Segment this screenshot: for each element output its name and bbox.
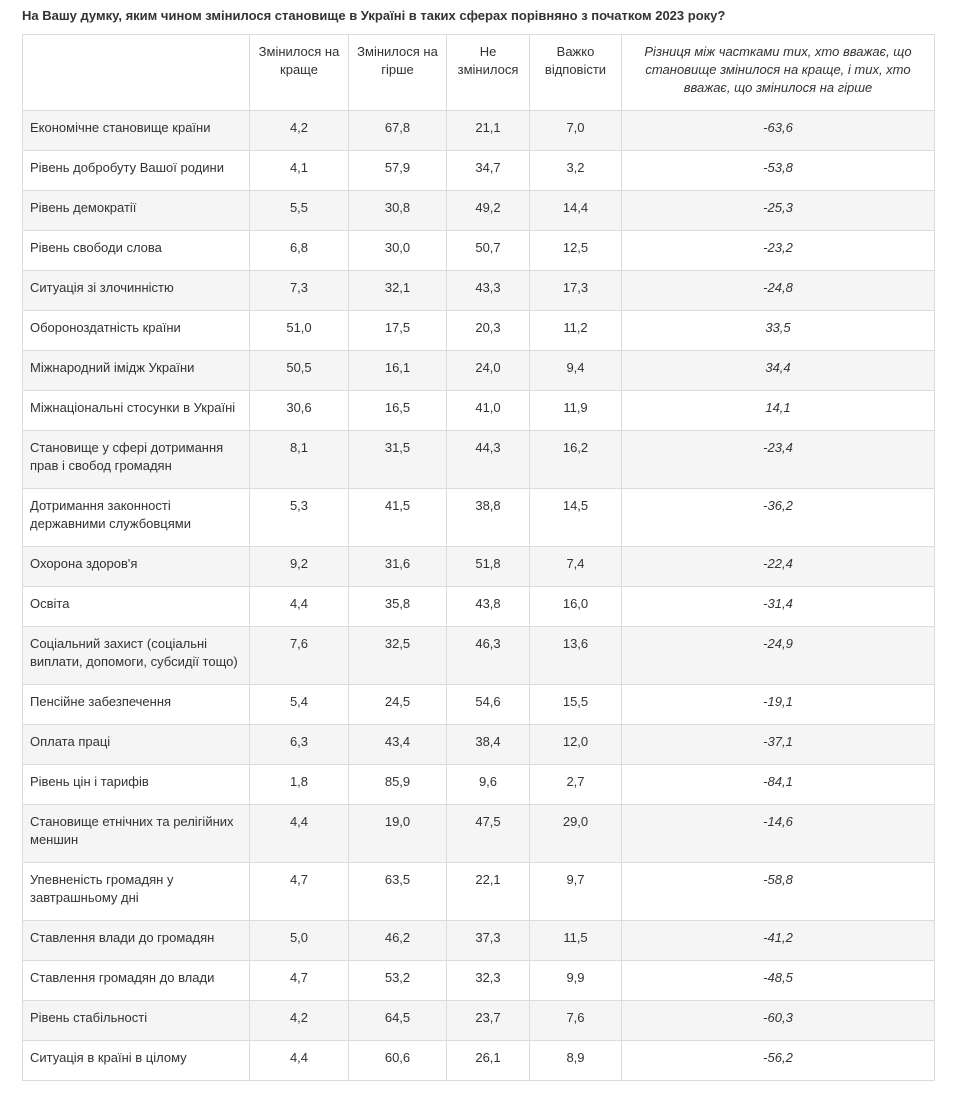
cell-hard-to-say: 13,6 (530, 627, 622, 685)
cell-better: 4,1 (250, 151, 349, 191)
cell-difference: 14,1 (622, 391, 935, 431)
cell-worse: 19,0 (349, 805, 447, 863)
row-label: Ситуація зі злочинністю (23, 271, 250, 311)
table-row (23, 685, 935, 725)
row-label: Соціальний захист (соціальні виплати, допомоги, субсидії тощо) (23, 627, 250, 685)
cell-unchanged: 37,3 (447, 921, 530, 961)
row-label: Міжнародний імідж України (23, 351, 250, 391)
header-hard-to-say: Важко відповісти (530, 35, 622, 111)
row-label: Становище у сфері дотримання прав і свобод громадян (23, 431, 250, 489)
table-row (23, 151, 935, 191)
row-label: Рівень демократії (23, 191, 250, 231)
cell-better: 51,0 (250, 311, 349, 351)
cell-difference: -14,6 (622, 805, 935, 863)
cell-hard-to-say: 12,0 (530, 725, 622, 765)
cell-difference: -58,8 (622, 863, 935, 921)
cell-better: 9,2 (250, 547, 349, 587)
cell-hard-to-say: 16,0 (530, 587, 622, 627)
cell-difference: 33,5 (622, 311, 935, 351)
cell-better: 7,6 (250, 627, 349, 685)
cell-better: 4,2 (250, 111, 349, 151)
cell-worse: 64,5 (349, 1001, 447, 1041)
row-label: Рівень добробуту Вашої родини (23, 151, 250, 191)
cell-hard-to-say: 7,0 (530, 111, 622, 151)
cell-hard-to-say: 3,2 (530, 151, 622, 191)
cell-difference: -24,9 (622, 627, 935, 685)
cell-better: 6,3 (250, 725, 349, 765)
table-row (23, 311, 935, 351)
header-better: Змінилося на краще (250, 35, 349, 111)
cell-better: 4,7 (250, 961, 349, 1001)
cell-unchanged: 20,3 (447, 311, 530, 351)
header-difference: Різниця між частками тих, хто вважає, що становище змінилося на краще, і тих, хто вважає, що змінилося на гірше (622, 35, 935, 111)
table-row (23, 725, 935, 765)
cell-unchanged: 43,3 (447, 271, 530, 311)
row-label: Обороноздатність країни (23, 311, 250, 351)
cell-difference: 34,4 (622, 351, 935, 391)
row-label: Пенсійне забезпечення (23, 685, 250, 725)
cell-unchanged: 26,1 (447, 1041, 530, 1081)
cell-difference: -84,1 (622, 765, 935, 805)
cell-hard-to-say: 7,4 (530, 547, 622, 587)
cell-unchanged: 9,6 (447, 765, 530, 805)
cell-worse: 30,0 (349, 231, 447, 271)
cell-worse: 31,5 (349, 431, 447, 489)
cell-hard-to-say: 14,5 (530, 489, 622, 547)
row-label: Освіта (23, 587, 250, 627)
table-row (23, 1041, 935, 1081)
cell-worse: 53,2 (349, 961, 447, 1001)
table-row (23, 1001, 935, 1041)
row-label: Становище етнічних та релігійних меншин (23, 805, 250, 863)
cell-hard-to-say: 9,7 (530, 863, 622, 921)
cell-hard-to-say: 11,5 (530, 921, 622, 961)
cell-worse: 16,1 (349, 351, 447, 391)
cell-worse: 46,2 (349, 921, 447, 961)
cell-worse: 60,6 (349, 1041, 447, 1081)
cell-unchanged: 21,1 (447, 111, 530, 151)
row-label: Рівень цін і тарифів (23, 765, 250, 805)
cell-better: 5,4 (250, 685, 349, 725)
table-row (23, 351, 935, 391)
cell-unchanged: 44,3 (447, 431, 530, 489)
cell-difference: -31,4 (622, 587, 935, 627)
header-worse: Змінилося на гірше (349, 35, 447, 111)
cell-worse: 32,5 (349, 627, 447, 685)
cell-worse: 30,8 (349, 191, 447, 231)
table-row (23, 587, 935, 627)
cell-hard-to-say: 29,0 (530, 805, 622, 863)
cell-hard-to-say: 12,5 (530, 231, 622, 271)
cell-worse: 17,5 (349, 311, 447, 351)
cell-unchanged: 54,6 (447, 685, 530, 725)
row-label: Дотримання законності державними службовцями (23, 489, 250, 547)
header-category (23, 35, 250, 111)
cell-hard-to-say: 17,3 (530, 271, 622, 311)
table-row (23, 921, 935, 961)
cell-hard-to-say: 14,4 (530, 191, 622, 231)
cell-unchanged: 38,8 (447, 489, 530, 547)
cell-unchanged: 34,7 (447, 151, 530, 191)
cell-difference: -41,2 (622, 921, 935, 961)
table-row (23, 431, 935, 489)
cell-unchanged: 41,0 (447, 391, 530, 431)
cell-better: 4,4 (250, 587, 349, 627)
cell-unchanged: 38,4 (447, 725, 530, 765)
cell-better: 30,6 (250, 391, 349, 431)
table-row (23, 111, 935, 151)
cell-difference: -22,4 (622, 547, 935, 587)
cell-difference: -48,5 (622, 961, 935, 1001)
cell-unchanged: 22,1 (447, 863, 530, 921)
row-label: Економічне становище країни (23, 111, 250, 151)
row-label: Охорона здоров'я (23, 547, 250, 587)
survey-results-table (22, 34, 935, 1081)
cell-better: 1,8 (250, 765, 349, 805)
table-row (23, 547, 935, 587)
header-unchanged: Не змінилося (447, 35, 530, 111)
table-row (23, 231, 935, 271)
table-row (23, 961, 935, 1001)
cell-hard-to-say: 9,4 (530, 351, 622, 391)
cell-better: 4,4 (250, 1041, 349, 1081)
cell-difference: -60,3 (622, 1001, 935, 1041)
row-label: Упевненість громадян у завтрашньому дні (23, 863, 250, 921)
row-label: Міжнаціональні стосунки в Україні (23, 391, 250, 431)
cell-difference: -63,6 (622, 111, 935, 151)
cell-difference: -37,1 (622, 725, 935, 765)
row-label: Рівень свободи слова (23, 231, 250, 271)
cell-difference: -53,8 (622, 151, 935, 191)
cell-difference: -19,1 (622, 685, 935, 725)
cell-difference: -24,8 (622, 271, 935, 311)
cell-better: 5,3 (250, 489, 349, 547)
row-label: Ставлення громадян до влади (23, 961, 250, 1001)
cell-hard-to-say: 2,7 (530, 765, 622, 805)
cell-unchanged: 47,5 (447, 805, 530, 863)
cell-hard-to-say: 11,2 (530, 311, 622, 351)
cell-better: 4,2 (250, 1001, 349, 1041)
cell-unchanged: 46,3 (447, 627, 530, 685)
cell-better: 5,5 (250, 191, 349, 231)
cell-difference: -23,4 (622, 431, 935, 489)
table-row (23, 863, 935, 921)
cell-difference: -36,2 (622, 489, 935, 547)
row-label: Ситуація в країні в цілому (23, 1041, 250, 1081)
row-label: Оплата праці (23, 725, 250, 765)
cell-hard-to-say: 16,2 (530, 431, 622, 489)
table-row (23, 391, 935, 431)
cell-hard-to-say: 11,9 (530, 391, 622, 431)
cell-unchanged: 50,7 (447, 231, 530, 271)
cell-worse: 57,9 (349, 151, 447, 191)
row-label: Ставлення влади до громадян (23, 921, 250, 961)
cell-worse: 85,9 (349, 765, 447, 805)
table-row (23, 627, 935, 685)
cell-hard-to-say: 15,5 (530, 685, 622, 725)
cell-unchanged: 43,8 (447, 587, 530, 627)
cell-better: 7,3 (250, 271, 349, 311)
cell-worse: 31,6 (349, 547, 447, 587)
cell-worse: 24,5 (349, 685, 447, 725)
cell-worse: 63,5 (349, 863, 447, 921)
table-header-row (23, 35, 935, 111)
cell-hard-to-say: 8,9 (530, 1041, 622, 1081)
cell-better: 4,7 (250, 863, 349, 921)
table-row (23, 489, 935, 547)
cell-unchanged: 24,0 (447, 351, 530, 391)
cell-worse: 35,8 (349, 587, 447, 627)
table-row (23, 805, 935, 863)
cell-hard-to-say: 9,9 (530, 961, 622, 1001)
cell-difference: -56,2 (622, 1041, 935, 1081)
cell-unchanged: 51,8 (447, 547, 530, 587)
cell-unchanged: 23,7 (447, 1001, 530, 1041)
cell-worse: 16,5 (349, 391, 447, 431)
table-row (23, 765, 935, 805)
cell-worse: 41,5 (349, 489, 447, 547)
cell-unchanged: 49,2 (447, 191, 530, 231)
cell-better: 50,5 (250, 351, 349, 391)
cell-better: 5,0 (250, 921, 349, 961)
cell-worse: 67,8 (349, 111, 447, 151)
cell-hard-to-say: 7,6 (530, 1001, 622, 1041)
cell-worse: 43,4 (349, 725, 447, 765)
cell-unchanged: 32,3 (447, 961, 530, 1001)
cell-difference: -23,2 (622, 231, 935, 271)
cell-difference: -25,3 (622, 191, 935, 231)
cell-better: 6,8 (250, 231, 349, 271)
table-row (23, 271, 935, 311)
table-row (23, 191, 935, 231)
survey-question-title: На Вашу думку, яким чином змінилося становище в Україні в таких сферах порівняно з початком 2023 року? (22, 8, 726, 23)
cell-better: 4,4 (250, 805, 349, 863)
row-label: Рівень стабільності (23, 1001, 250, 1041)
cell-better: 8,1 (250, 431, 349, 489)
cell-worse: 32,1 (349, 271, 447, 311)
